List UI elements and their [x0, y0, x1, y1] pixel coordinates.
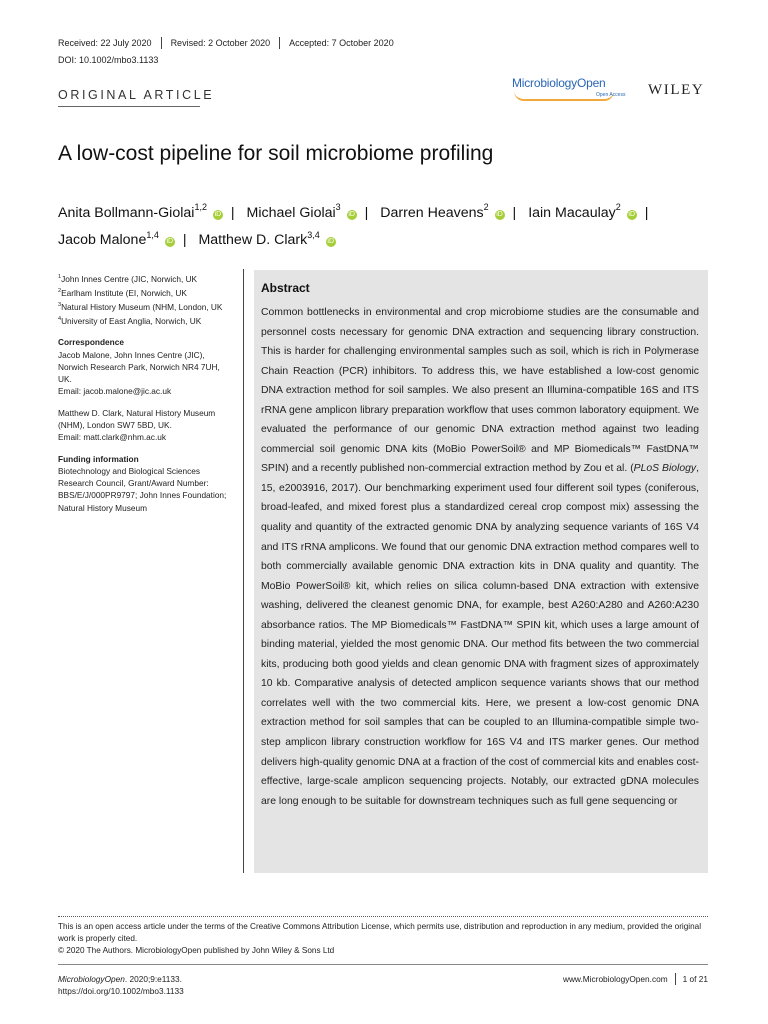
journal-logo-text: MicrobiologyOpen [512, 76, 606, 90]
author-separator: | [364, 204, 369, 221]
author-separator: | [512, 204, 517, 221]
license-text: This is an open access article under the terms of the Creative Commons Attribution License, which permits use, distribution and reproduction in any medium, provided the original work is properly cited. [58, 922, 702, 944]
affiliation: $^2$Earlham Institute (EI, Norwich, UK [58, 287, 187, 298]
abstract-heading: Abstract [261, 281, 310, 295]
author[interactable]: Michael Giolai$^3$ iD [246, 202, 355, 221]
divider [279, 37, 280, 49]
author[interactable]: Anita Bollmann-Giolai$^{1,2}$ iD [58, 202, 222, 221]
page-number: 1 of 21 [682, 974, 708, 984]
article-info-column [58, 271, 234, 514]
affiliation: $^3$Natural History Museum (NHM, London, UK [58, 301, 223, 312]
author[interactable]: Matthew D. Clark$^{3,4}$ iD [198, 229, 335, 249]
author[interactable]: Darren Heavens$^2$ iD [380, 202, 503, 221]
author-separator: | [182, 232, 187, 249]
received-date: Received: 22 July 2020 [58, 38, 152, 48]
orcid-icon[interactable]: iD [348, 210, 355, 218]
doi[interactable]: DOI: 10.1002/mbo3.1133 [58, 55, 159, 65]
author[interactable]: Iain Macaulay$^2$ iD [528, 202, 636, 221]
open-access-label: Open Access [596, 92, 626, 98]
footer-right [563, 973, 708, 985]
journal-reference: PLoS Biology [633, 463, 697, 475]
correspondence-email[interactable]: Email: jacob.malone@jic.ac.uk [58, 385, 172, 396]
article-dates [58, 37, 394, 49]
correspondence-heading: Correspondence [58, 337, 124, 348]
article-type-underline [58, 106, 200, 107]
citation [58, 973, 184, 997]
author-list [58, 197, 718, 252]
funding-text: Biotechnology and Biological Sciences Research Council, Grant/Award Number: BBS/E/J/000PR9797; John Innes Foundation; Natural History Museum [58, 466, 227, 513]
accepted-date: Accepted: 7 October 2020 [289, 38, 394, 48]
orcid-icon[interactable]: iD [166, 238, 174, 246]
copyright-text: © 2020 The Authors. MicrobiologyOpen published by John Wiley & Sons Ltd [58, 946, 335, 956]
journal-logo[interactable] [512, 76, 640, 102]
revised-date: Revised: 2 October 2020 [170, 38, 271, 48]
orcid-icon[interactable]: iD [496, 210, 503, 218]
journal-website-link[interactable]: www.MicrobiologyOpen.com [562, 974, 668, 984]
abstract-text: Common bottlenecks in environmental and crop microbiome studies are the consumable and personnel costs necessary for genomic DNA extraction and sequencing library construction. This is harder for challenging environmental samples such as soil, which is rich in Polymerase Chain Reaction (PCR) inhibitors. To address this, we have established a low-cost genomic DNA extraction method for soil samples. We also present an Illumina-compatible 16S and ITS rRNA gene amplicon library preparation workflow that uses common laboratory equipment. We evaluated the performance of our genomic DNA extraction method against two leading commercial soil genomic DNA kits (MoBio PowerSoil® and MP Biomedicals™ FastDNA™ SPIN) and a recently published non-commercial extraction method by Zou et al. (PLoS Biology, 15, e2003916, 2017). Our benchmarking experiment used four different soil types (coniferous, broad-leafed, and mixed forest plus a standardized cereal crop compost mix) assessing the quality and quantity of the extracted genomic DNA by analyzing sequence variants of 16S V4 and ITS rRNA amplicons. We found that our genomic DNA extraction method compares well to both commercially available genomic DNA extraction kits in DNA quality and quantity. The MoBio PowerSoil® kit, which relies on silica column-based DNA extraction with extensive washing, delivered the cleanest genomic DNA, for example, best A260:A280 and A260:A230 absorbance ratios. The MP Biomedicals™ FastDNA™ SPIN kit, which uses a large amount of binding material, yielded the most genomic DNA. Our method fits between the two commercial kits, producing both good yields and clean genomic DNA with fragment sizes of approximately 10 kb. Comparative analysis of detected amplicon sequence variants shows that our method correlates well with the two commercial kits. Here, we present a low-cost genomic DNA extraction method for soil samples that can be coupled to an Illumina-compatible simple two-step amplicon library construction workflow for 16S V4 and ITS marker genes. Our method delivers high-quality genomic DNA at a fraction of the cost of commercial kits and enables cost-effective, large-scale amplicon sequencing projects. Notably, our extracted gDNA molecules are long enough to be suitable for downstream techniques such as full gene sequencing or [261, 307, 699, 807]
doi-link[interactable]: https://doi.org/10.1002/mbo3.1133 [58, 986, 184, 997]
correspondence-email[interactable]: Email: matt.clark@nhm.ac.uk [58, 432, 167, 443]
author-separator: | [644, 204, 649, 221]
article-title: A low-cost pipeline for soil microbiome profiling [58, 142, 494, 165]
orcid-icon[interactable]: iD [214, 210, 222, 218]
funding-heading: Funding information [58, 454, 139, 465]
author[interactable]: Jacob Malone$^{1,4}$ iD [58, 229, 174, 249]
publisher-logo[interactable]: WILEY [648, 82, 705, 98]
license-notice [58, 921, 718, 958]
article-type: ORIGINAL ARTICLE [58, 88, 215, 102]
footer-rule [58, 964, 708, 965]
column-divider [243, 269, 244, 873]
citation-line: MicrobiologyOpen. 2020;9:e1133. [58, 974, 182, 984]
abstract-box [254, 270, 708, 873]
footnote-rule [58, 916, 708, 917]
affiliation: $^4$University of East Anglia, Norwich, UK [58, 315, 202, 326]
divider [161, 37, 162, 49]
author-separator: | [230, 204, 235, 221]
correspondence-contact: Matthew D. Clark, Natural History Museum (NHM), London SW7 5BD, UK. [58, 407, 216, 430]
divider [675, 973, 676, 985]
correspondence-contact: Jacob Malone, John Innes Centre (JIC), Norwich Research Park, Norwich NR4 7UH, UK. [58, 349, 220, 384]
orcid-icon[interactable]: iD [327, 238, 335, 246]
affiliation: $^1$John Innes Centre (JIC, Norwich, UK [58, 273, 198, 284]
orcid-icon[interactable]: iD [628, 210, 636, 218]
